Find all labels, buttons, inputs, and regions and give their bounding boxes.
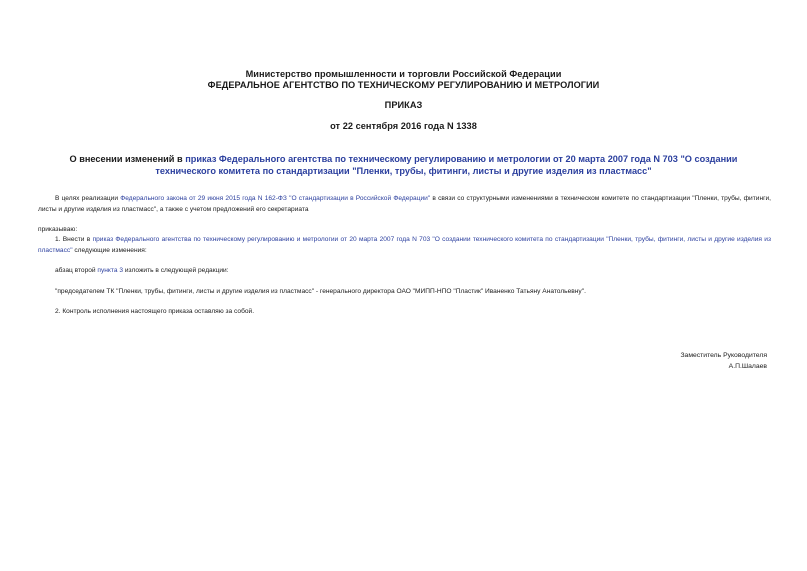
preamble-text-start: В целях реализации	[55, 195, 121, 202]
item-1-text-start: 1. Внести в	[55, 236, 93, 243]
item-1-text-end: следующие изменения:	[72, 246, 147, 254]
preamble-text-end: в связи со структурными изменениями в техническом комитете по стандартизации "Пленки, трубы, фитинги, листы и другие изделия из пластмасс", а также с учетом предложений его секретариата	[38, 195, 772, 213]
federal-law-link[interactable]: Федерального закона от 29 июня 2015 года N 162-ФЗ "О стандартизации в Российской Федерации"	[120, 195, 431, 202]
ministry-name: Министерство промышленности и торговли Российской Федерации	[245, 69, 562, 79]
document-type: ПРИКАЗ	[384, 100, 423, 110]
quoted-amendment: "председателем ТК "Пленки, трубы, фитинги, листы и другие изделия из пластмасс" - генерального директора ОАО "МИПП-НПО "Пластик" Иваненко Татьяну Анатольевну".	[55, 288, 586, 295]
signatory-position: Заместитель Руководителя	[680, 352, 767, 359]
title-order-link[interactable]: приказ Федерального агентства по техническому регулированию и метрологии от 20 марта 2007 года N 703 "О создании технического комитета по стандартизации "Пленки, трубы, фитинги, листы и другие изделия из пластмасс"	[155, 154, 738, 176]
preamble-paragraph	[38, 194, 771, 215]
signatory-name: А.П.Шалаев	[728, 363, 767, 370]
item-2-paragraph: 2. Контроль исполнения настоящего приказа оставляю за собой.	[55, 308, 255, 315]
item-1-order-link[interactable]: приказ Федерального агентства по техническому регулированию и метрологии от 20 марта 2007 года N 703 "О создании технического комитета по стандартизации "Пленки, трубы, фитинги, листы и другие изделия из пластмасс"	[38, 236, 771, 254]
document-date-number: от 22 сентября 2016 года N 1338	[330, 121, 477, 131]
item-1-sub-paragraph	[38, 266, 771, 277]
agency-name: ФЕДЕРАЛЬНОЕ АГЕНТСТВО ПО ТЕХНИЧЕСКОМУ РЕГУЛИРОВАНИЮ И МЕТРОЛОГИИ	[207, 80, 600, 90]
title-prefix: О внесении изменений в	[69, 154, 186, 164]
order-word: приказываю:	[38, 226, 78, 233]
document-title	[40, 153, 767, 177]
item-1-paragraph	[38, 235, 771, 256]
item-1-sub-text-end: изложить в следующей редакции:	[123, 267, 229, 274]
item-1-sub-text-start: абзац второй	[55, 267, 98, 274]
point-3-link[interactable]: пункта 3	[97, 267, 124, 274]
